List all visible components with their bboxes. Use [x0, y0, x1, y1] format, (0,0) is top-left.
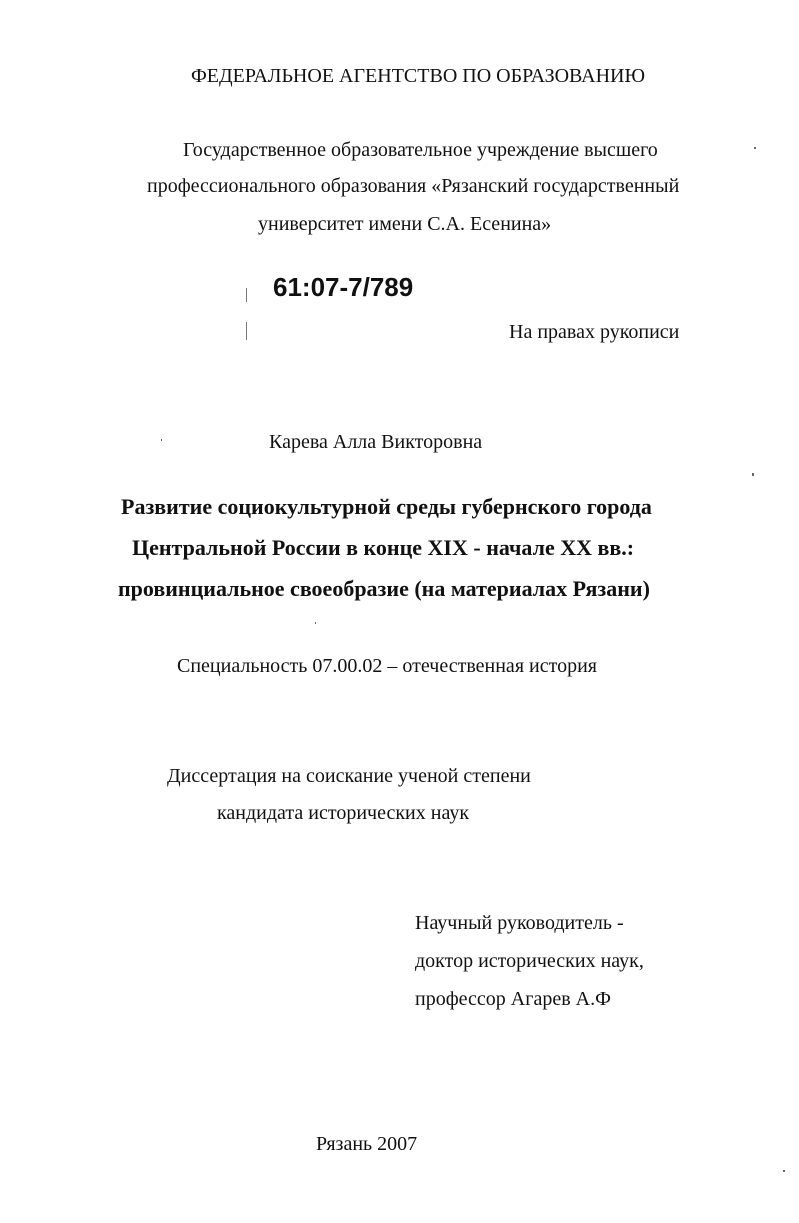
- supervisor-line-3: профессор Агарев А.Ф: [415, 988, 611, 1010]
- title-line-3: провинциальное своеобразие (на материалах Рязани): [118, 576, 650, 601]
- scan-speck: [315, 622, 316, 624]
- title-line-1: Развитие социокультурной среды губернского города: [121, 494, 652, 519]
- supervisor-line-1: Научный руководитель -: [415, 912, 624, 934]
- tick-mark-2: [246, 322, 247, 340]
- scan-speck: [752, 473, 754, 476]
- institution-line-3: университет имени С.А. Есенина»: [258, 213, 552, 235]
- dissertation-line-1: Диссертация на соискание ученой степени: [167, 765, 531, 787]
- supervisor-line-2: доктор исторических наук,: [415, 950, 644, 972]
- dissertation-line-2: кандидата исторических наук: [217, 802, 470, 824]
- specialty: Специальность 07.00.02 – отечественная история: [177, 655, 597, 677]
- place-year: Рязань 2007: [316, 1133, 418, 1155]
- institution-line-2: профессионального образования «Рязанский государственный: [147, 175, 680, 197]
- institution-line-1: Государственное образовательное учреждение высшего: [183, 139, 658, 161]
- stamp-number: 61:07-7/789: [273, 272, 414, 302]
- tick-mark-1: [246, 288, 247, 302]
- scan-speck: [754, 147, 756, 149]
- scan-speck: [161, 439, 162, 441]
- author-name: Карева Алла Викторовна: [269, 431, 483, 453]
- scan-speck: [783, 1170, 785, 1172]
- agency-heading: ФЕДЕРАЛЬНОЕ АГЕНТСТВО ПО ОБРАЗОВАНИЮ: [191, 65, 646, 87]
- title-line-2: Центральной России в конце XIX - начале XX вв.:: [132, 535, 635, 560]
- manuscript-rights: На правах рукописи: [509, 321, 680, 343]
